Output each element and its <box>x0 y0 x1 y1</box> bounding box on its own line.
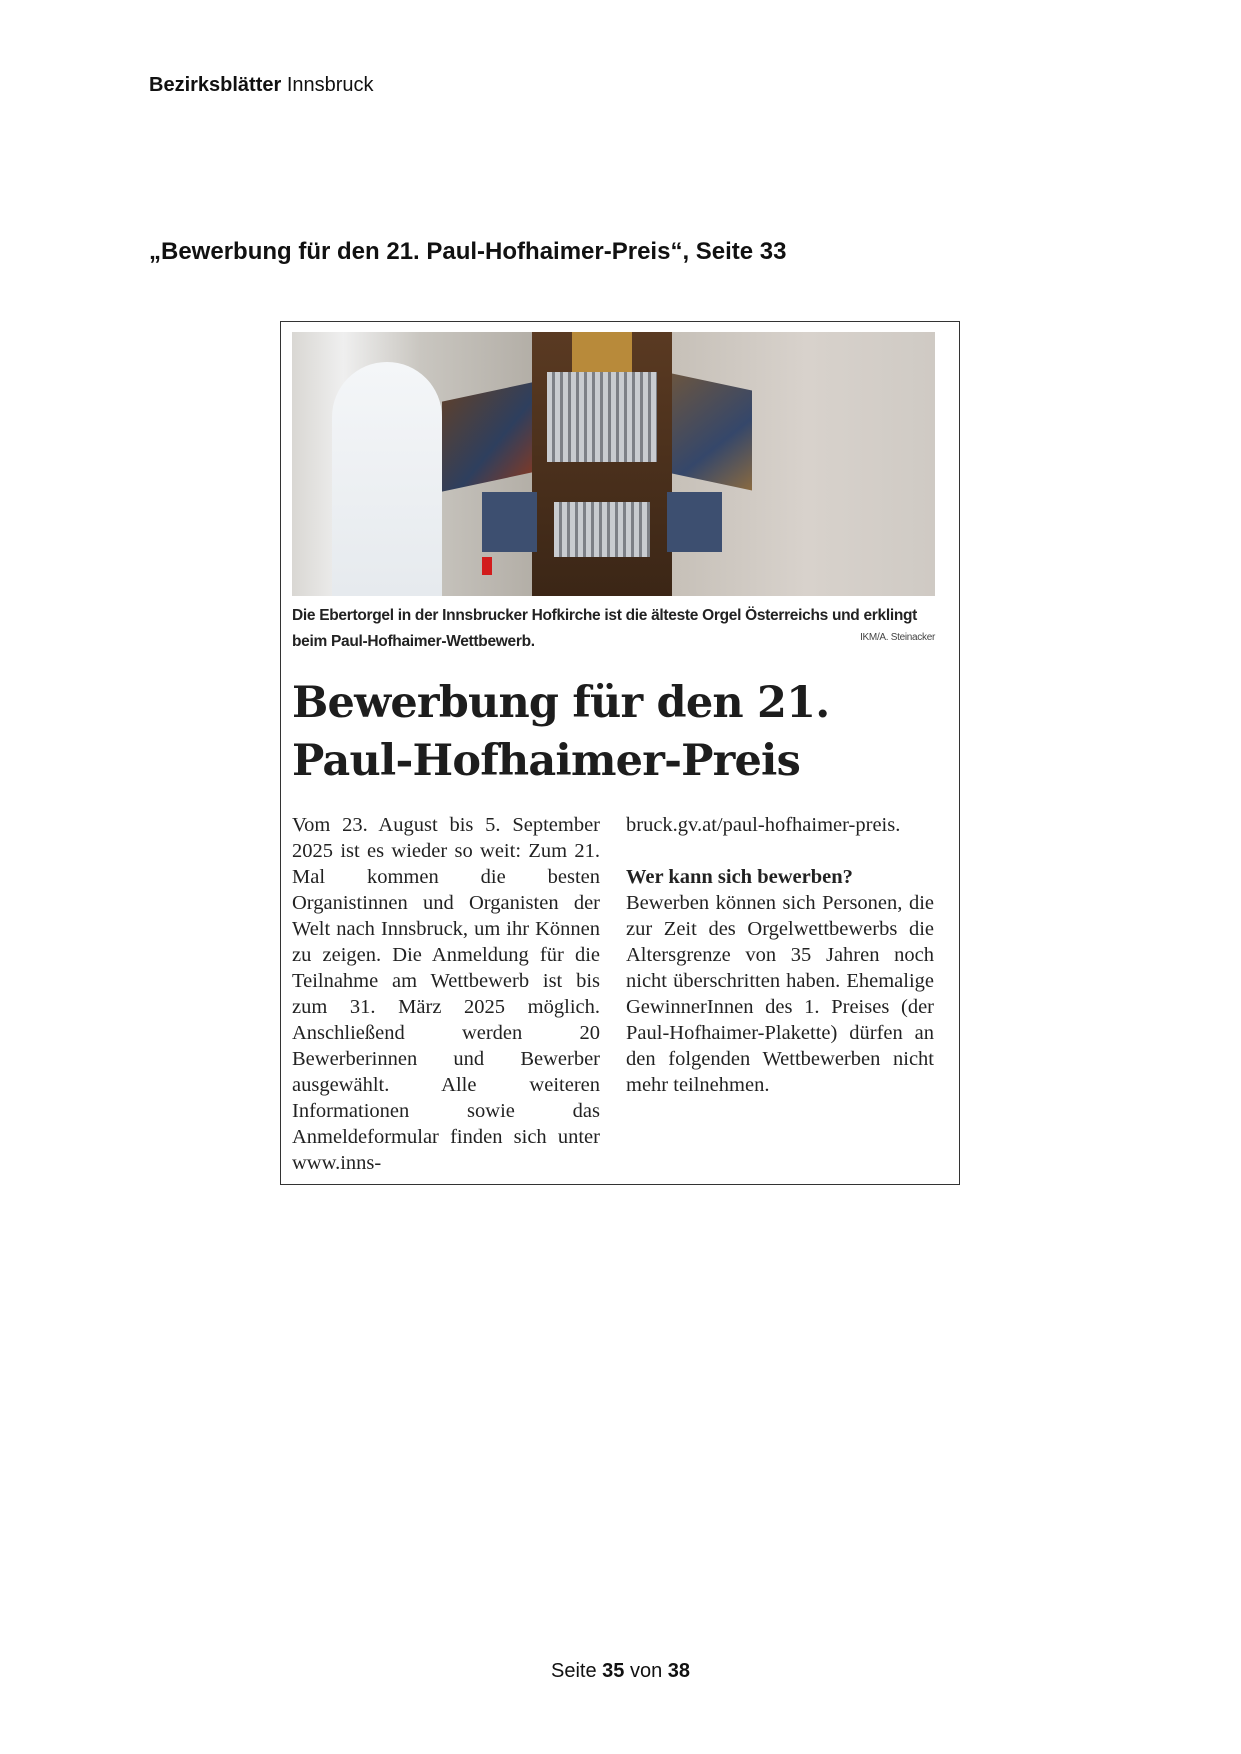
article-column-2: bruck.gv.at/paul-hofhaimer-preis. Wer kann sich bewerben? Bewerben können sich Personen, die zur Zeit des Orgelwettbewerbs die Altersgrenze von 35 Jahren noch nicht überschritten haben. Ehemalige GewinnerInnen des 1. Preises (der Paul-Hofhaimer-Plakette) dürfen an den folgenden Wettbewerben nicht mehr teilnehmen. <box>626 814 934 1096</box>
article-reference: „Bewerbung für den 21. Paul-Hofhaimer-Preis“, Seite 33 <box>149 238 787 265</box>
publication-header: Bezirksblätter Innsbruck <box>149 74 374 96</box>
article-headline: Bewerbung für den 21. Paul-Hofhaimer-Preis <box>292 678 830 786</box>
page-number: Seite 35 von 38 <box>550 1660 690 1682</box>
photo-caption: Die Ebertorgel in der Innsbrucker Hofkirche ist die älteste Orgel Österreichs und erklingt beim Paul-Hofhaimer-Wettbewerb. IKM/A. Steinacker <box>292 607 935 650</box>
photo-credit: IKM/A. Steinacker <box>860 632 935 643</box>
organ-photo <box>292 332 935 596</box>
subheading: Wer kann sich bewerben? <box>626 866 853 888</box>
article-column-1: Vom 23. August bis 5. September 2025 ist es wieder so weit: Zum 21. Mal kommen die besten Organistinnen und Organisten der Welt nach Innsbruck, um ihr Können zu zeigen. Die Anmeldung für die Teilnahme am Wettbewerb ist bis zum 31. März 2025 möglich. Anschließend werden 20 Bewerberinnen und Bewerber ausgewählt. Alle weiteren Informationen sowie das Anmeldeformular finden sich unter www.inns- <box>292 814 600 1174</box>
newspaper-clipping <box>280 321 960 1185</box>
